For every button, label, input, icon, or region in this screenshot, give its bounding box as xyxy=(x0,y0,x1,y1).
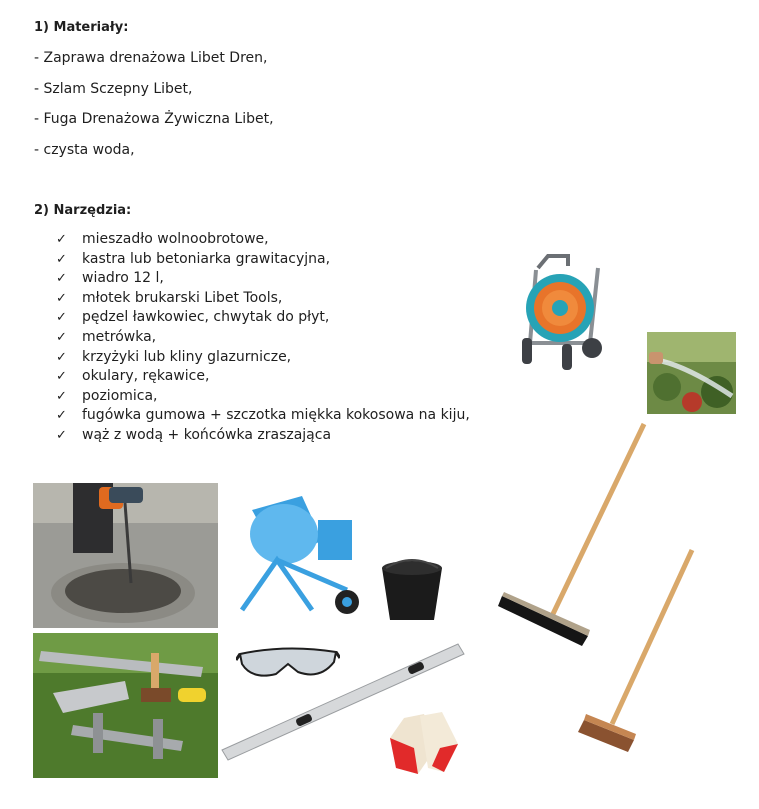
tool-label: poziomica, xyxy=(82,387,158,404)
tool-label: wąż z wodą + końcówka zraszająca xyxy=(82,426,332,443)
garden-spray-photo xyxy=(647,332,736,414)
tool-item xyxy=(56,426,470,446)
tool-item xyxy=(56,328,470,348)
tool-label: wiadro 12 l, xyxy=(82,270,164,287)
tool-item xyxy=(56,230,470,250)
material-item: - czysta woda, xyxy=(34,142,135,158)
check-icon: ✓ xyxy=(56,388,67,404)
tools-list xyxy=(56,230,470,446)
broom-icon xyxy=(574,546,700,754)
check-icon: ✓ xyxy=(56,329,67,345)
tool-label: pędzel ławkowiec, chwytak do płyt, xyxy=(82,309,330,326)
hose-reel-icon xyxy=(508,248,608,376)
tool-item xyxy=(56,387,470,407)
tool-item xyxy=(56,289,470,309)
tool-item xyxy=(56,406,470,426)
tools-heading: 2) Narzędzia: xyxy=(34,203,132,218)
tool-label: krzyżyki lub kliny glazurnicze, xyxy=(82,348,292,365)
tool-label: fugówka gumowa + szczotka miękka kokosowa na kiju, xyxy=(82,407,470,424)
check-icon: ✓ xyxy=(56,369,67,385)
tool-item xyxy=(56,308,470,328)
check-icon: ✓ xyxy=(56,271,67,287)
concrete-mixer-icon xyxy=(222,490,372,620)
check-icon: ✓ xyxy=(56,349,67,365)
check-icon: ✓ xyxy=(56,232,67,247)
tool-item xyxy=(56,269,470,289)
check-icon: ✓ xyxy=(56,290,67,306)
tool-label: kastra lub betoniarka grawitacyjna, xyxy=(82,250,331,267)
tool-item xyxy=(56,250,470,270)
bucket-icon xyxy=(378,558,446,624)
tool-item xyxy=(56,348,470,368)
tool-label: okulary, rękawice, xyxy=(82,368,210,385)
check-icon: ✓ xyxy=(56,251,67,267)
check-icon: ✓ xyxy=(56,427,67,443)
check-icon: ✓ xyxy=(56,408,67,424)
mixing-drill-photo xyxy=(33,483,218,628)
gloves-icon xyxy=(384,708,462,780)
paving-tools-photo xyxy=(33,633,218,778)
material-item: - Fuga Drenażowa Żywiczna Libet, xyxy=(34,111,274,127)
materials-heading: 1) Materiały: xyxy=(34,20,129,35)
material-item: - Zaprawa drenażowa Libet Dren, xyxy=(34,50,268,66)
check-icon: ✓ xyxy=(56,310,67,326)
tool-item xyxy=(56,367,470,387)
tool-label: metrówka, xyxy=(82,328,157,345)
material-item: - Szlam Sczepny Libet, xyxy=(34,81,193,97)
tool-label: mieszadło wolnoobrotowe, xyxy=(82,231,269,247)
tool-label: młotek brukarski Libet Tools, xyxy=(82,289,283,306)
